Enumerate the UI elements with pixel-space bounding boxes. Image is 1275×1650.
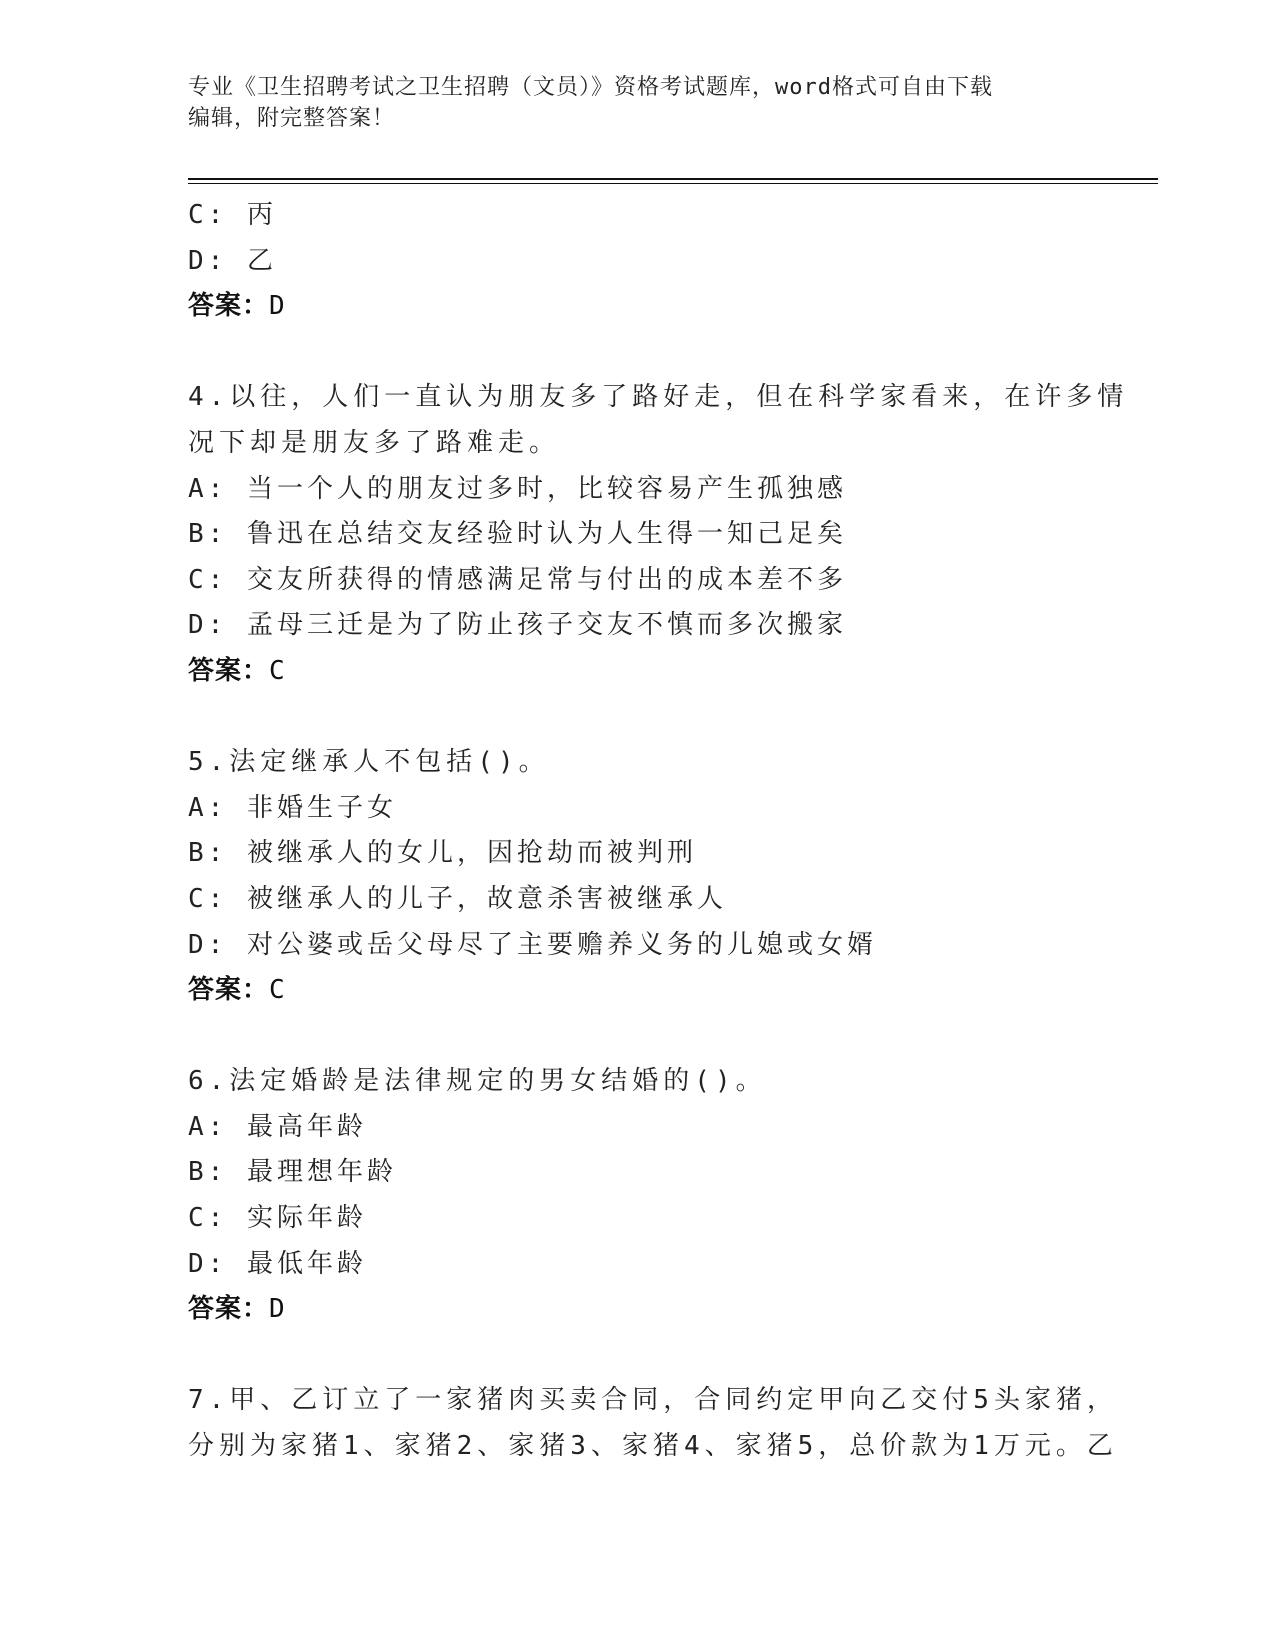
document-header <box>188 72 1088 134</box>
question-7 <box>188 1378 1118 1469</box>
question-body <box>188 193 1129 1470</box>
answer-value: C <box>269 975 286 1006</box>
option-c: C: 实际年龄 <box>188 1203 367 1234</box>
spacer <box>188 1333 1088 1379</box>
option-a: A: 最高年龄 <box>188 1111 367 1142</box>
question-stem: 5.法定继承人不包括()。 <box>188 747 550 778</box>
option-d: D: 孟母三迁是为了防止孩子交友不慎而多次搬家 <box>188 610 847 641</box>
option-d: D: 对公婆或岳父母尽了主要赡养义务的儿媳或女婿 <box>188 929 877 960</box>
spacer <box>188 330 1088 376</box>
answer-value: C <box>269 655 286 686</box>
option-b: B: 最理想年龄 <box>188 1157 397 1188</box>
question-4 <box>188 375 1129 694</box>
answer-value: D <box>269 291 286 322</box>
option-a: A: 非婚生子女 <box>188 792 397 823</box>
option-d: D: 乙 <box>188 245 277 276</box>
header-divider-thick <box>188 178 1158 180</box>
answer-label: 答案： <box>188 975 270 1006</box>
spacer <box>188 695 1088 741</box>
option-d: D: 最低年龄 <box>188 1248 367 1279</box>
spacer <box>188 1014 1088 1060</box>
answer-label: 答案： <box>188 291 270 322</box>
option-b: B: 鲁迅在总结交友经验时认为人生得一知己足矣 <box>188 519 847 550</box>
question-stem: 6.法定婚龄是法律规定的男女结婚的()。 <box>188 1066 767 1097</box>
option-b: B: 被继承人的女儿，因抢劫而被判刑 <box>188 838 697 869</box>
question-3-tail <box>188 193 1088 330</box>
option-a: A: 当一个人的朋友过多时，比较容易产生孤独感 <box>188 473 847 504</box>
question-6 <box>188 1059 1088 1333</box>
header-divider-thin <box>188 183 1158 184</box>
answer-label: 答案： <box>188 1294 270 1325</box>
option-c: C: 丙 <box>188 200 277 230</box>
option-c: C: 被继承人的儿子，故意杀害被继承人 <box>188 883 727 914</box>
question-stem: 4.以往，人们一直认为朋友多了路好走，但在科学家看来，在许多情 <box>188 382 1129 413</box>
answer-line <box>188 1287 1088 1333</box>
question-5 <box>188 740 1088 1014</box>
question-stem-continued: 分别为家猪1、家猪2、家猪3、家猪4、家猪5，总价款为1万元。乙 <box>188 1431 1118 1462</box>
header-line-2: 编辑，附完整答案！ <box>188 106 396 131</box>
question-stem-continued: 况下却是朋友多了路难走。 <box>188 427 561 458</box>
header-line-1: 专业《卫生招聘考试之卫生招聘（文员）》资格考试题库，word格式可自由下载 <box>188 75 993 100</box>
question-stem: 7.甲、乙订立了一家猪肉买卖合同，合同约定甲向乙交付5头家猪， <box>188 1385 1118 1416</box>
answer-line <box>188 649 1088 695</box>
answer-line <box>188 284 1088 330</box>
option-c: C: 交友所获得的情感满足常与付出的成本差不多 <box>188 564 847 595</box>
answer-value: D <box>269 1294 286 1325</box>
answer-label: 答案： <box>188 655 270 686</box>
answer-line <box>188 968 1088 1014</box>
